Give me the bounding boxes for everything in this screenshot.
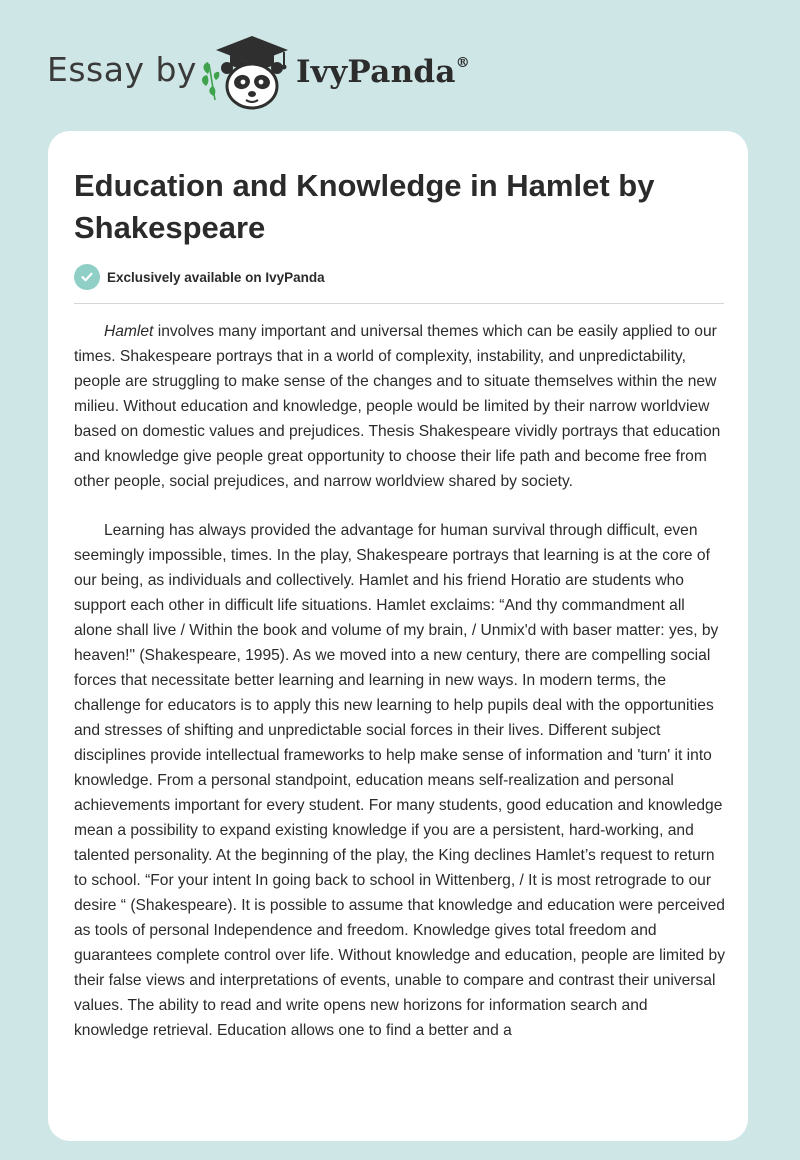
brand-name[interactable]: IvyPanda® — [296, 54, 471, 90]
ivy-leaf-icon — [202, 62, 219, 100]
panda-face-icon — [221, 62, 283, 108]
essay-card — [48, 131, 748, 1141]
essay-by-label: Essay by — [47, 50, 197, 89]
essay-title: Education and Knowledge in Hamlet by Shakespeare — [74, 168, 655, 245]
play-title: Hamlet — [104, 323, 154, 340]
paragraph: Learning has always provided the advantage for human survival through difficult, even seemingly impossible, times. In the play, Shakespeare portrays that learning is at the core of our being, as individuals and collectively. Hamlet and his friend Horatio are students who support each other in difficult life situations. Hamlet exclaims: “And thy commandment all alone shall live / Within the book and volume of my brain, / Unmix'd with baser matter: yes, by heaven!" (Shakespeare, 1995). As we moved into a new century, there are compelling social forces that necessitate better learning and learning in new ways. In modern terms, the challenge for educators is to apply this new learning to help pupils deal with the opportunities and stresses of shifting and unpredictable social forces in their lives. Different subject disciplines provide intellectual frameworks to help make sense of information and 'turn' it into knowledge. From a personal standpoint, education means self-realization and personal achievements important for every student. For many students, good education and knowledge mean a possibility to expand existing knowledge if you are a persistent, hard-working, and talented personality. At the beginning of the play, the King declines Hamlet’s request to return to school. “For your intent In going back to school in Wittenberg, / It is most retrograde to our desire “ (Shakespeare). It is possible to assume that knowledge and education were perceived as tools of personal Independence and freedom. Knowledge gives total freedom and guarantees complete control over life. Without knowledge and education, people are limited by their false views and interpretations of events, unable to compare and contrast their universal values. The ability to read and write opens new horizons for information search and knowledge retrieval. Education allows one to find a better and a — [74, 522, 725, 1039]
badge-label: Exclusively available on IvyPanda — [107, 269, 325, 285]
registered-mark: ® — [455, 54, 471, 71]
ivypanda-logo-icon[interactable] — [200, 34, 290, 110]
exclusive-badge — [74, 264, 325, 290]
checkmark-icon — [74, 264, 100, 290]
divider — [74, 303, 724, 304]
site-header — [0, 0, 800, 120]
essay-body — [74, 319, 726, 1067]
paragraph: Hamlet involves many important and universal themes which can be easily applied to our times. Shakespeare portrays that in a world of complexity, instability, and unpredictability, people are struggling to make sense of the changes and to situate themselves within the new milieu. Without education and knowledge, people would be limited by their narrow worldview based on domestic values and prejudices. Thesis Shakespeare vividly portrays that education and knowledge give people great opportunity to choose their life path and become free from other people, social prejudices, and narrow worldview shared by society. — [74, 323, 721, 490]
